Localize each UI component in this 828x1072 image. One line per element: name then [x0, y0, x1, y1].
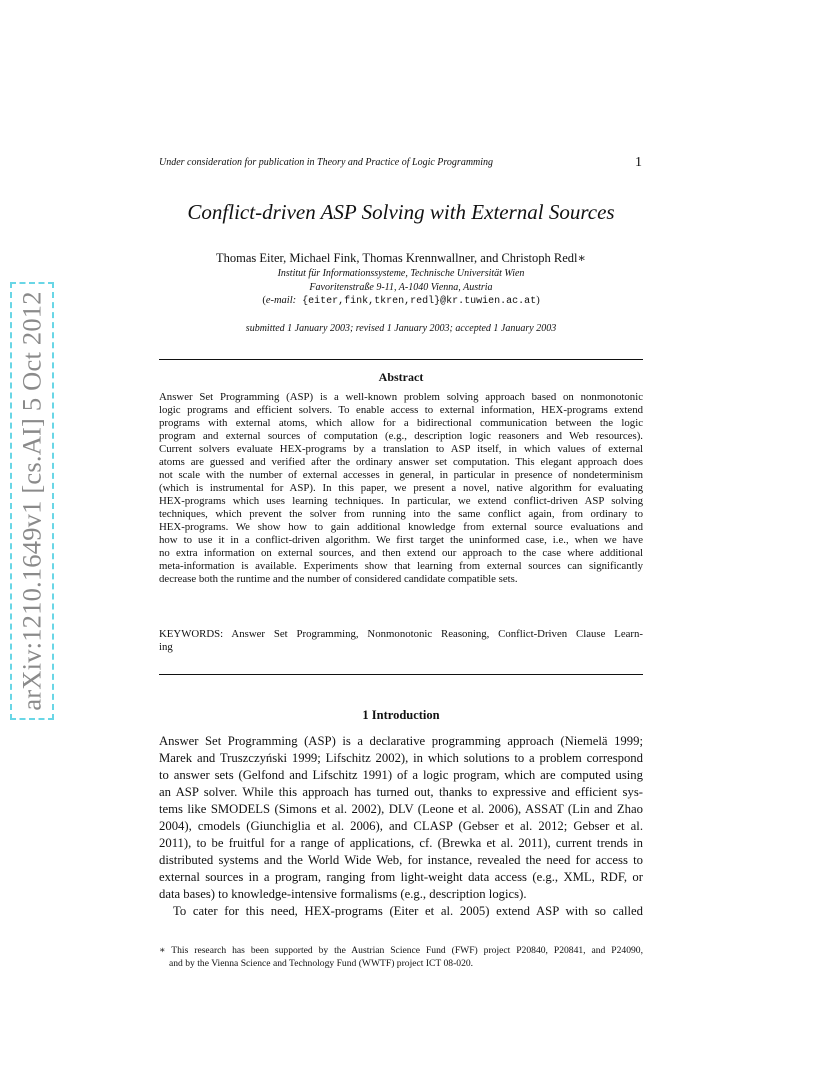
arxiv-stamp [10, 282, 54, 720]
abstract-line: atoms are guessed and verified after the ordinary answer set computation. This elegant approach does [159, 456, 643, 468]
abstract-line: techniques, which prevent the solver from running into the same conflict again, from ordinary to [159, 508, 643, 520]
intro-line: tems like SMODELS (Simons et al. 2002), DLV (Leone et al. 2006), ASSAT (Lin and Zhao [159, 802, 643, 816]
page-number: 1 [635, 155, 642, 170]
arxiv-identifier: arXiv:1210.1649v1 [cs.AI] 5 Oct 2012 [16, 291, 47, 711]
abstract-heading: Abstract [378, 370, 424, 384]
intro-line: Answer Set Programming (ASP) is a declarative programming approach (Niemelä 1999; [159, 734, 643, 748]
abstract-line: not scale with the number of external accesses in general, in particular in presence of nondeterminism [159, 469, 643, 481]
email-open-paren: ( [262, 295, 266, 306]
abstract-line: how to use it in a conflict-driven algorithm. We first target the uninformed case, i.e., when we have [159, 534, 643, 546]
abstract-line: meta-information is available. Experiments show that learning from external sources can significantly [159, 560, 643, 572]
paper-title: Conflict-driven ASP Solving with External Sources [187, 200, 615, 224]
email-label: e-mail: [265, 295, 297, 306]
affiliation-line: Institut für Informationssysteme, Technische Universität Wien [277, 268, 525, 279]
intro-line: 2011), to be fruitful for a range of applications, cf. (Brewka et al. 2011), current trends in [159, 836, 643, 850]
intro-line: external sources in a program, ranging from light-weight data access (e.g., XML, RDF, or [159, 870, 643, 884]
abstract-line: programs with external atoms, which allow for a bidirectional communication between the logic [159, 417, 643, 429]
submission-dates: submitted 1 January 2003; revised 1 January 2003; accepted 1 January 2003 [245, 323, 557, 334]
abstract-line: HEX-programs. We show how to gain additional knowledge from external source evaluations and [159, 521, 643, 533]
abstract-line: HEX-programs which uses learning techniques. In particular, we extend conflict-driven ASP solving [159, 495, 643, 507]
abstract-top-rule [159, 359, 643, 360]
keywords-line: ing [159, 641, 173, 653]
abstract-line: decrease both the runtime and the number of considered candidate compatible sets. [159, 573, 518, 585]
abstract-line: Current solvers evaluate HEX-programs by a translation to ASP itself, in which values of external [159, 443, 643, 455]
intro-line: an ASP solver. While this approach has turned out, thanks to expressive and efficient sys- [159, 785, 643, 799]
author-email [159, 295, 643, 307]
affiliation-address: Favoritenstraße 9-11, A-1040 Vienna, Austria [309, 282, 493, 293]
author-list: Thomas Eiter, Michael Fink, Thomas Krennwallner, and Christoph Redl∗ [215, 251, 587, 265]
abstract-line: Answer Set Programming (ASP) is a well-known problem solving approach based on nonmonotonic [159, 391, 643, 403]
footnote-line: and by the Vienna Science and Technology Fund (WWTF) project ICT 08-020. [169, 958, 474, 969]
intro-line: 2004), cmodels (Giunchiglia et al. 2006), and CLASP (Gebser et al. 2012; Gebser et al. [159, 819, 643, 833]
abstract-line: (which is instrumental for ASP). In this paper, we present a novel, native algorithm for evaluating [159, 482, 643, 494]
intro-line: data bases) to knowledge-intensive formalisms (e.g., description logics). [159, 887, 527, 901]
intro-line: Marek and Truszczyński 1999; Lifschitz 2002), in which solutions to a problem correspond [159, 751, 643, 765]
abstract-line: logic programs and efficient solvers. To enable access to external information, HEX-programs extend [159, 404, 643, 416]
intro-line: distributed systems and the World Wide Web, for instance, revealed the need for access to [159, 853, 643, 867]
abstract-line: no extra information on external sources, and then extend our approach to the case where additional [159, 547, 643, 559]
email-address: {eiter,fink,tkren,redl}@kr.tuwien.ac.at [296, 296, 537, 307]
section-heading: 1 Introduction [362, 708, 440, 722]
intro-line: To cater for this need, HEX-programs (Eiter et al. 2005) extend ASP with so called [173, 904, 643, 918]
running-head: Under consideration for publication in Theory and Practice of Logic Programming [159, 157, 494, 168]
intro-line: to answer sets (Gelfond and Lifschitz 1991) of a logic program, which are computed using [159, 768, 643, 782]
abstract-bottom-rule [159, 674, 643, 675]
keywords-line: KEYWORDS: Answer Set Programming, Nonmonotonic Reasoning, Conflict-Driven Clause Learn- [159, 628, 643, 640]
footnote-line: ∗ This research has been supported by the Austrian Science Fund (FWF) project P20840, P20841, and P24090, [159, 945, 643, 956]
email-close-paren: ) [536, 295, 540, 306]
abstract-line: program and external sources of computation (e.g., description logic reasoners and Web resources). [159, 430, 643, 442]
